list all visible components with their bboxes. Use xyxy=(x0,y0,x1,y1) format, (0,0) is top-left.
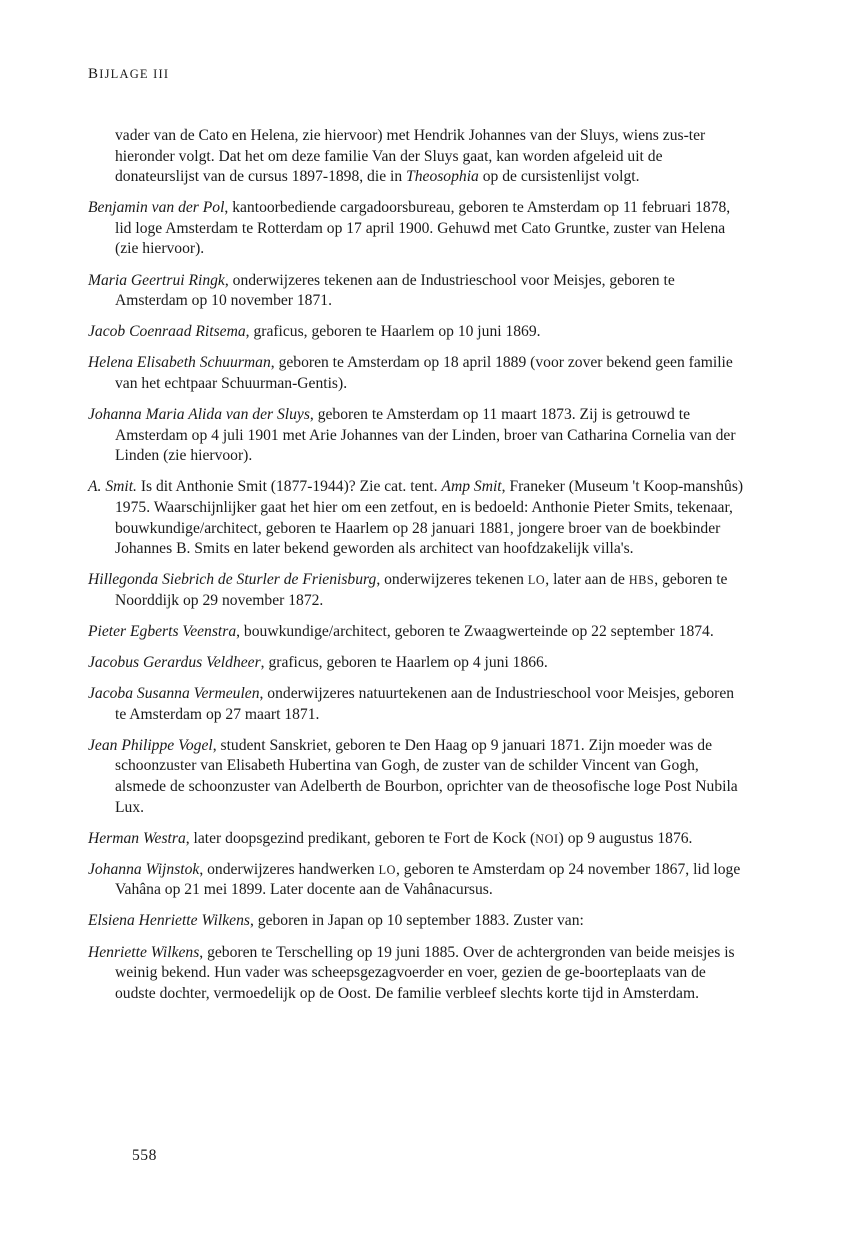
entry-name: Jacob Coenraad Ritsema xyxy=(88,323,246,341)
entry-text: , geboren te Amsterdam op 24 november 1867, lid loge Vahâna op 21 mei 1899. Later docente aan de Vahânacursus. xyxy=(115,860,741,899)
entry-name: A. Smit. xyxy=(88,478,137,496)
entry-van-der-sluys xyxy=(88,405,748,467)
entry-name: Johanna Wijnstok xyxy=(88,860,200,878)
entry-smit xyxy=(88,477,748,559)
abbreviation: HBS xyxy=(628,573,655,588)
entry-veldheer xyxy=(88,653,748,674)
entry-text: , geboren te Terschelling op 19 juni 1885. Over de achtergronden van beide meisjes is weinig bekend. Hun vader was scheepsgezagvoerder en voer, gezien de ge-boorteplaats van de oudste dochter, vermoedelijk op de Oost. De familie verbleef slechts korte tijd in Amsterdam. xyxy=(115,943,735,1002)
entry-text: , geboren te Amsterdam op 11 maart 1873. Zij is getrouwd te Amsterdam op 4 juli 1901 met Arie Johannes van der Linden, broer van Catharina Cornelia van der Linden (zie hiervoor). xyxy=(115,406,736,465)
entry-text: ) op 9 augustus 1876. xyxy=(558,829,693,847)
page-number: 558 xyxy=(132,1147,157,1164)
entry-name: Elsiena Henriette Wilkens xyxy=(88,912,250,930)
entry-westra xyxy=(88,829,748,850)
entry-text: Is dit Anthonie Smit (1877-1944)? Zie cat. tent. xyxy=(136,478,442,496)
entry-vermeulen xyxy=(88,684,748,725)
entry-schuurman xyxy=(88,353,748,394)
entry-de-sturler xyxy=(88,570,748,611)
running-head xyxy=(88,66,169,83)
entry-text: , onderwijzeres natuurtekenen aan de Industrieschool voor Meisjes, geboren te Amsterdam op 27 maart 1871. xyxy=(115,685,735,723)
entry-elsiena-wilkens xyxy=(88,911,748,932)
entry-henriette-wilkens xyxy=(88,943,748,1005)
entry-text: , Franeker (Museum 't Koop-manshûs) 1975. Waarschijnlijker gaat het hier om een zetfout, en is bedoeld: Anthonie Pieter Smits, tekenaar, bouwkundige/architect, geboren te Haarlem op 28 januari 1881, jongere broer van de boekbinder Johannes B. Smits en later bekend geworden als architect van hoofdzakelijk villa's. xyxy=(115,478,744,558)
abbreviation: LO xyxy=(378,862,396,877)
entry-name: Jacoba Susanna Vermeulen xyxy=(88,685,260,703)
entry-van-der-pol xyxy=(88,198,748,260)
running-head-initial: B xyxy=(88,66,100,82)
entry-text: , geboren in Japan op 10 september 1883. Zuster van: xyxy=(249,912,584,930)
entry-vogel xyxy=(88,736,748,818)
entry-text: , graficus, geboren te Haarlem op 4 juni 1866. xyxy=(260,653,548,671)
entry-ritsema xyxy=(88,322,748,343)
entry-text: , bouwkundige/architect, geboren te Zwaagwerteinde op 22 september 1874. xyxy=(236,622,714,640)
entry-name: Herman Westra xyxy=(88,829,186,847)
exhibition-title: Amp Smit xyxy=(441,478,502,496)
entry-text: , kantoorbediende cargadoorsbureau, geboren te Amsterdam op 11 februari 1878, lid loge Amsterdam te Rotterdam op 17 april 1900. Gehuwd met Cato Gruntke, zuster van Helena (zie hiervoor). xyxy=(115,199,731,258)
page-body xyxy=(88,126,748,1015)
entry-name: Jean Philippe Vogel xyxy=(88,736,213,754)
entry-continuation xyxy=(88,126,748,188)
entry-name: Hillegonda Siebrich de Sturler de Frienisburg xyxy=(88,571,377,589)
abbreviation: NOI xyxy=(535,831,559,846)
entry-veenstra xyxy=(88,622,748,643)
entry-text: , later doopsgezind predikant, geboren te Fort de Kock ( xyxy=(185,829,536,847)
entry-name: Jacobus Gerardus Veldheer xyxy=(88,653,261,671)
abbreviation: LO xyxy=(527,573,546,588)
entry-ringk xyxy=(88,271,748,312)
entry-text: , geboren te Amsterdam op 18 april 1889 (voor zover bekend geen familie van het echtpaar Schuurman-Gentis). xyxy=(115,354,733,392)
entry-name: Helena Elisabeth Schuurman xyxy=(88,354,271,372)
entry-name: Johanna Maria Alida van der Sluys xyxy=(88,406,310,424)
entry-text: , onderwijzeres handwerken xyxy=(199,860,379,878)
journal-title: Theosophia xyxy=(406,168,479,186)
entry-text: , student Sanskriet, geboren te Den Haag op 9 januari 1871. Zijn moeder was de schoonzuster van Elisabeth Hubertina van Gogh, de zuster van de schilder Vincent van Gogh, alsmede de schoonzuster van Adelberth de Bourbon, oprichter van de theosofische loge Post Nubila Lux. xyxy=(115,736,738,816)
entry-text: , onderwijzeres tekenen xyxy=(376,571,528,589)
entry-text: , graficus, geboren te Haarlem op 10 juni 1869. xyxy=(245,323,541,341)
running-head-rest: IJLAGE III xyxy=(99,67,170,81)
entry-text: op de cursistenlijst volgt. xyxy=(478,168,640,186)
entry-text: , later aan de xyxy=(545,571,629,589)
entry-name: Henriette Wilkens xyxy=(88,943,200,961)
entry-text: , onderwijzeres tekenen aan de Industrieschool voor Meisjes, geboren te Amsterdam op 10 november 1871. xyxy=(115,271,675,310)
entry-name: Pieter Egberts Veenstra xyxy=(88,622,237,640)
entry-text: vader van de Cato en Helena, zie hiervoor) met Hendrik Johannes van der Sluys, wiens zus-ter hieronder volgt. Dat het om deze familie Van der Sluys gaat, kan worden afgeleid uit de donateurslijst van de cursus 1897-1898, die in xyxy=(115,127,706,186)
entry-wijnstok xyxy=(88,860,748,901)
entry-name: Maria Geertrui Ringk xyxy=(88,271,225,289)
entry-name: Benjamin van der Pol xyxy=(88,199,225,217)
entry-text: , geboren te Noorddijk op 29 november 1872. xyxy=(115,571,728,609)
